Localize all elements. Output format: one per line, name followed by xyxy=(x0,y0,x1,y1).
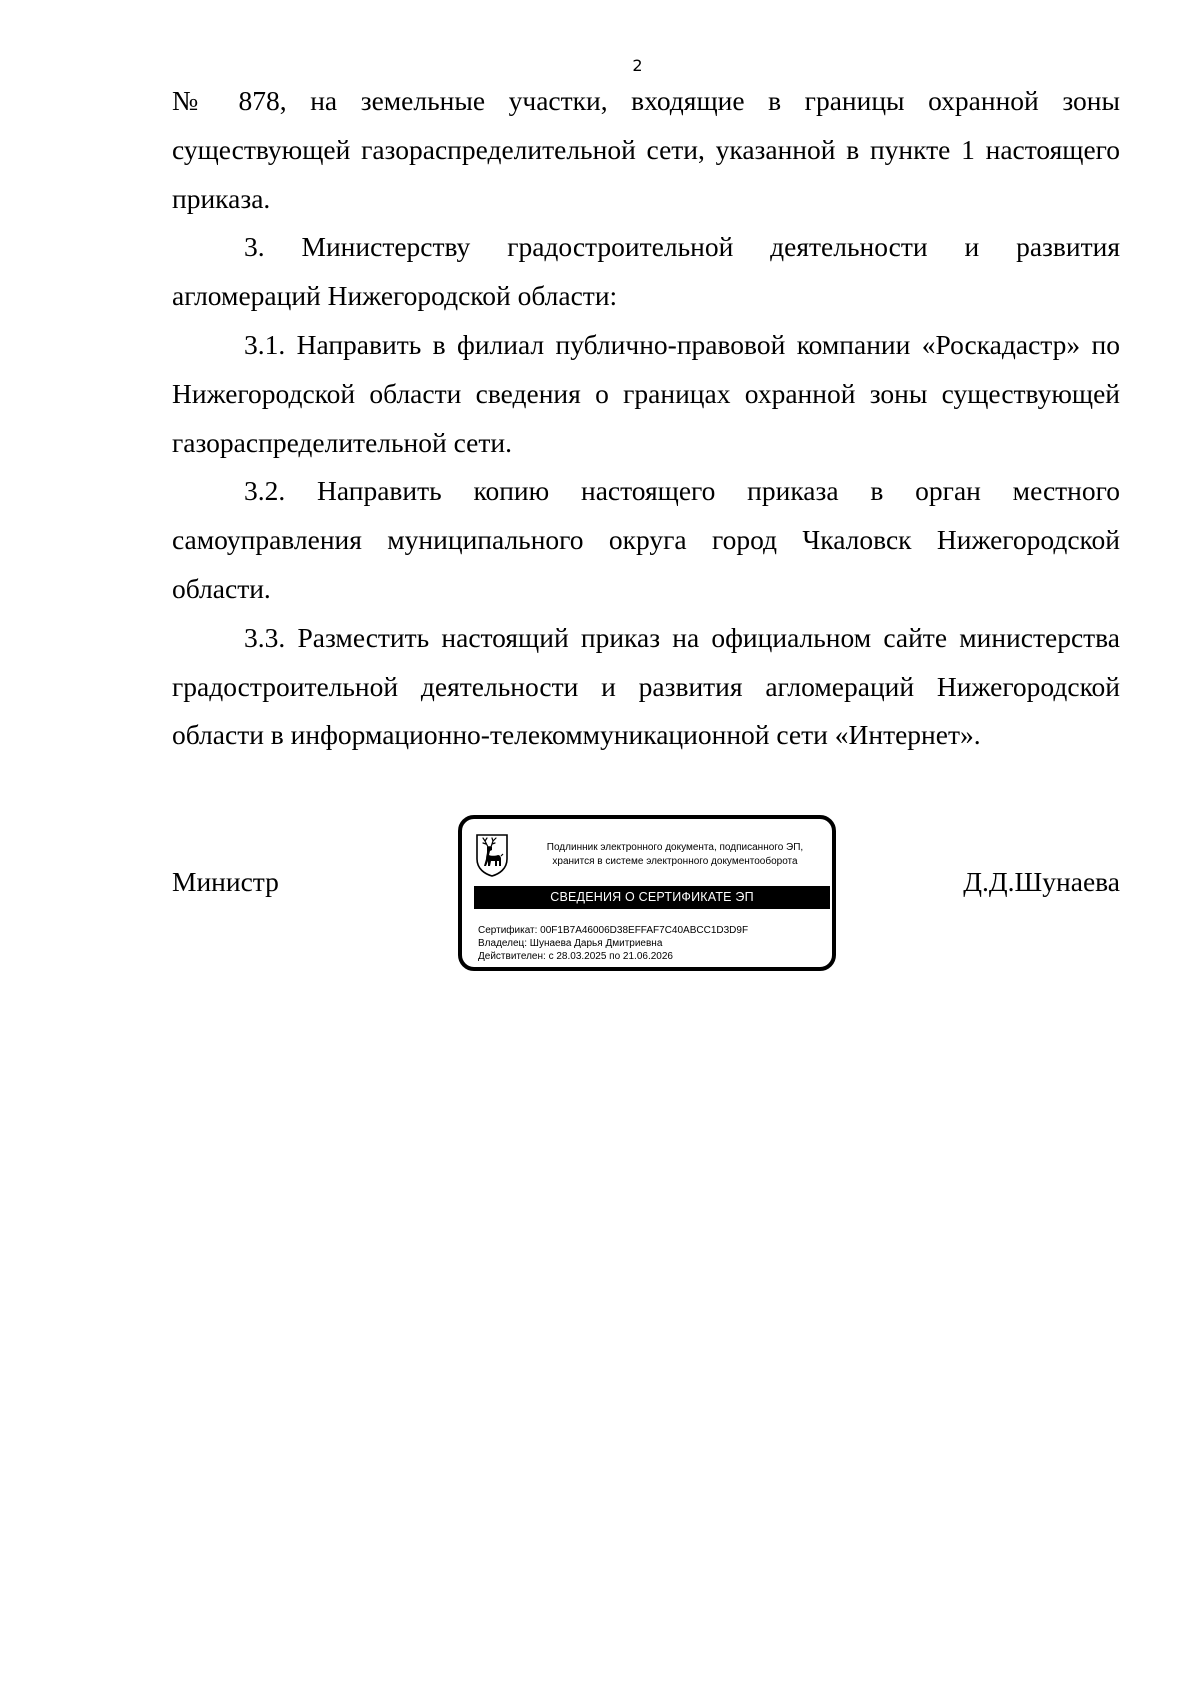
certificate-validity: Действителен: с 28.03.2025 по 21.06.2026 xyxy=(478,951,673,962)
paragraph-item-3-3: 3.3. Разместить настоящий приказ на официальном сайте министерства градостроительной деятельности и развития агломераций Нижегородской области в информационно-телекоммуникационной сети «Интернет». xyxy=(172,621,1120,751)
certificate-number: Сертификат: 00F1B7A46006D38EFFAF7C40ABCC1D3D9F xyxy=(478,925,749,936)
paragraph-item-3-2: 3.2. Направить копию настоящего приказа в орган местного самоуправления муниципального округа город Чкаловск Нижегородской области. xyxy=(172,475,1120,604)
paragraph-item-3-1: 3.1. Направить в филиал публично-правовой компании «Роскадастр» по Нижегородской области сведения о границах охранной зоны существующей газораспределительной сети. xyxy=(172,328,1120,458)
paragraph-continuation: № 878, на земельные участки, входящие в границы охранной зоны существующей газораспределительной сети, указанной в пункте 1 настоящего приказа. xyxy=(172,85,1120,214)
document-body xyxy=(172,77,1120,760)
page-number: 2 xyxy=(632,56,643,75)
stamp-origin-note xyxy=(520,841,830,869)
stamp-origin-line-1: Подлинник электронного документа, подписанного ЭП, xyxy=(546,842,804,853)
stamp-origin-line-2: хранится в системе электронного документооборота xyxy=(552,856,798,867)
certificate-details xyxy=(478,924,748,963)
signatory-position: Министр xyxy=(172,866,279,897)
paragraph-item-3: 3. Министерству градостроительной деятельности и развития агломераций Нижегородской области: xyxy=(172,231,1120,312)
certificate-header-bar: СВЕДЕНИЯ О СЕРТИФИКАТЕ ЭП xyxy=(474,886,830,909)
nizhny-novgorod-deer-emblem-icon xyxy=(475,833,509,877)
electronic-signature-stamp xyxy=(458,815,836,971)
signatory-name: Д.Д.Шунаева xyxy=(963,866,1120,897)
certificate-owner: Владелец: Шунаева Дарья Дмитриевна xyxy=(478,938,663,949)
